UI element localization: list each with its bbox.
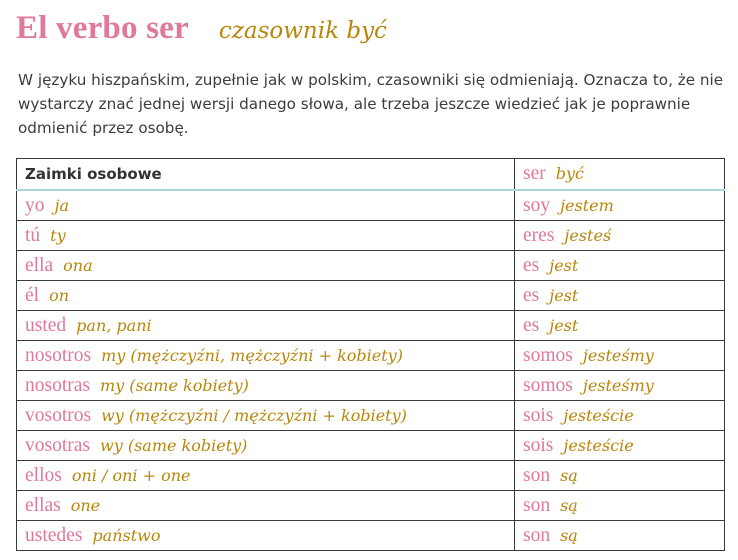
verb-pl: jest [549,285,579,305]
verb-es: soy [523,194,551,216]
pronoun-pl: wy (mężczyźni / mężczyźni + kobiety) [101,405,407,425]
table-row [17,190,725,221]
verb-cell [515,521,725,551]
table-row [17,461,725,491]
verb-es: somos [523,344,573,366]
verb-cell [515,281,725,311]
page-subtitle: czasownik być [218,18,387,44]
pronoun-es: ellas [25,494,61,516]
verb-cell [515,190,725,221]
table-header-row [17,159,725,191]
pronoun-es: ellos [25,464,62,486]
header-cell-verb [515,159,725,191]
pronoun-es: vosotras [25,434,90,456]
pronoun-pl: ty [50,225,66,245]
verb-cell [515,461,725,491]
table-row [17,251,725,281]
pronoun-cell [17,341,515,371]
pronoun-cell [17,521,515,551]
pronoun-cell [17,461,515,491]
verb-es: somos [523,374,573,396]
pronoun-pl: pan, pani [76,315,152,335]
pronoun-es: yo [25,194,45,216]
table-row [17,221,725,251]
pronoun-pl: państwo [92,525,161,545]
conjugation-table-wrapper [16,158,724,551]
verb-cell [515,401,725,431]
pronoun-es: usted [25,314,67,336]
pronoun-cell [17,281,515,311]
verb-pl: są [560,495,578,515]
pronoun-cell [17,401,515,431]
verb-pl: jestem [560,195,614,215]
conjugation-table [16,158,725,551]
pronoun-cell [17,371,515,401]
verb-pl: jest [549,255,579,275]
verb-cell [515,251,725,281]
pronoun-cell [17,491,515,521]
verb-cell [515,371,725,401]
pronoun-es: él [25,284,40,306]
table-row [17,281,725,311]
pronoun-es: tú [25,224,41,246]
pronoun-cell [17,251,515,281]
verb-pl: jesteś [564,225,612,245]
pronoun-pl: one [70,495,101,515]
verb-cell [515,491,725,521]
verb-cell [515,341,725,371]
pronoun-es: ustedes [25,524,83,546]
pronoun-pl: my (mężczyźni, mężczyźni + kobiety) [101,345,403,365]
table-row [17,311,725,341]
pronoun-pl: ona [63,255,93,275]
pronoun-pl: oni / oni + one [71,465,191,485]
verb-cell [515,221,725,251]
pronoun-pl: ja [54,195,69,215]
pronoun-pl: on [49,285,70,305]
page-title: El verbo ser [16,10,189,46]
table-row [17,521,725,551]
verb-es: sois [523,434,554,456]
verb-pl: jesteśmy [582,375,654,395]
header-pronouns-label: Zaimki osobowe [25,164,162,183]
verb-es: es [523,284,540,306]
verb-es: son [523,524,551,546]
verb-pl: jesteście [563,435,634,455]
table-row [17,341,725,371]
pronoun-cell [17,221,515,251]
table-row [17,371,725,401]
pronoun-cell [17,311,515,341]
pronoun-cell [17,431,515,461]
verb-es: es [523,314,540,336]
pronoun-es: ella [25,254,54,276]
header-verb-pl: być [555,164,584,183]
pronoun-es: nosotros [25,344,92,366]
pronoun-pl: wy (same kobiety) [100,435,248,455]
verb-es: sois [523,404,554,426]
pronoun-cell [17,190,515,221]
verb-pl: jest [549,315,579,335]
verb-es: son [523,464,551,486]
table-row [17,431,725,461]
pronoun-es: nosotras [25,374,90,396]
pronoun-es: vosotros [25,404,92,426]
verb-pl: są [560,465,578,485]
verb-pl: jesteśmy [582,345,654,365]
table-row [17,491,725,521]
verb-cell [515,311,725,341]
verb-pl: jesteście [563,405,634,425]
verb-pl: są [560,525,578,545]
header-cell-pronouns [17,159,515,191]
header-verb-es: ser [523,163,546,184]
pronoun-pl: my (same kobiety) [100,375,249,395]
page-header [16,10,387,50]
verb-es: eres [523,224,555,246]
intro-paragraph: W języku hiszpańskim, zupełnie jak w polskim, czasowniki się odmieniają. Oznacza to, że nie wystarczy znać jednej wersji danego słowa, ale trzeba jeszcze wiedzieć jak je poprawnie odmienić przez osobę. [18,71,724,137]
verb-cell [515,431,725,461]
verb-es: son [523,494,551,516]
verb-es: es [523,254,540,276]
table-row [17,401,725,431]
